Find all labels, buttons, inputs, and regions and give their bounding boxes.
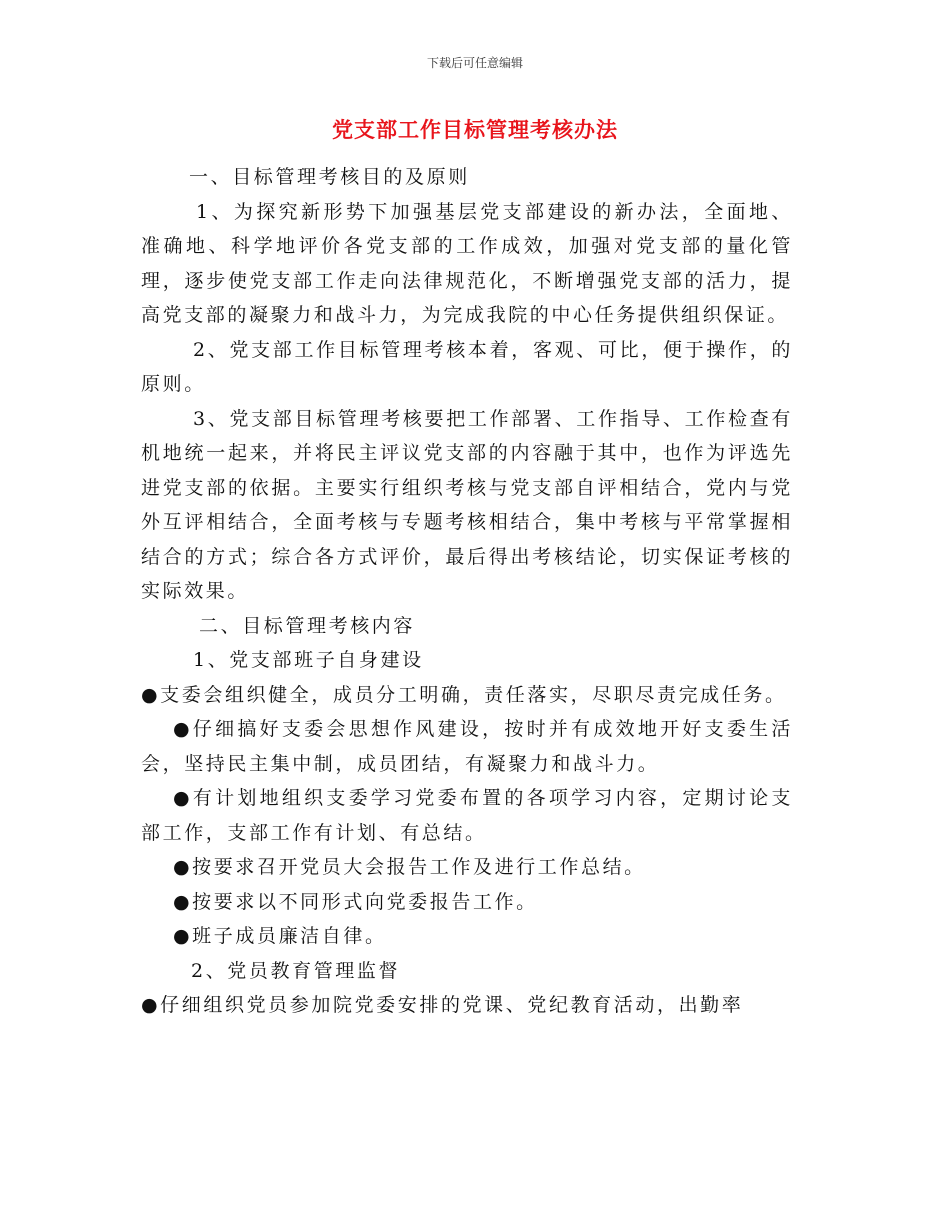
section2-heading: 二、目标管理考核内容: [199, 614, 416, 637]
section1-paragraph-1: 1、为探究新形势下加强基层党支部建设的新办法，全面地、准确地、科学地评价各党支部的工作成效，加强对党支部的量化管理，逐步使党支部工作走向法律规范化，不断增强党支部的活力，提高党支部的凝聚力和战斗力，为完成我院的中心任务提供组织保证。: [141, 200, 793, 326]
document-body: [141, 160, 793, 1023]
bullet-item: ●仔细搞好支委会思想作风建设，按时并有成效地开好支委生活会，坚持民主集中制，成员团结，有凝聚力和战斗力。: [141, 718, 793, 775]
bullet-item: ●支委会组织健全，成员分工明确，责任落实，尽职尽责完成任务。: [141, 683, 787, 706]
page-header: 下载后可任意编辑: [426, 56, 523, 70]
bullet-item: ●班子成员廉洁自律。: [173, 925, 387, 947]
bullet-item: ●仔细组织党员参加院党委安排的党课、党纪教育活动，出勤率: [141, 994, 744, 1016]
document-title: 党支部工作目标管理考核办法: [332, 117, 618, 142]
bullet-item: ●按要求以不同形式向党委报告工作。: [173, 890, 538, 913]
section2-subheading-2: 2、党员教育管理监督: [191, 959, 401, 982]
section1-paragraph-2: 2、党支部工作目标管理考核本着，客观、可比，便于操作，的原则。: [141, 338, 793, 395]
section1-paragraph-3: 3、党支部目标管理考核要把工作部署、工作指导、工作检查有机地统一起来，并将民主评议党支部的内容融于其中，也作为评选先进党支部的依据。主要实行组织考核与党支部自评相结合，党内与党外互评相结合，全面考核与专题考核相结合，集中考核与平常掌握相结合的方式；综合各方式评价，最后得出考核结论，切实保证考核的实际效果。: [141, 407, 793, 602]
bullet-item: ●有计划地组织支委学习党委布置的各项学习内容，定期讨论支部工作，支部工作有计划、有总结。: [141, 787, 793, 844]
section1-heading: 一、目标管理考核目的及原则: [189, 166, 470, 188]
bullet-item: ●按要求召开党员大会报告工作及进行工作总结。: [173, 856, 646, 878]
section2-subheading-1: 1、党支部班子自身建设: [193, 649, 424, 671]
